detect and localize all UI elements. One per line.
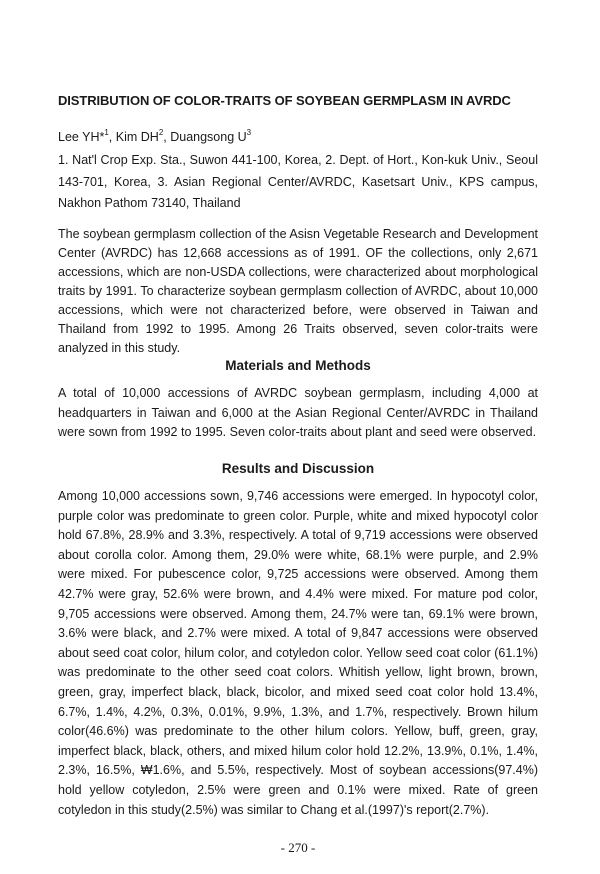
- abstract-paragraph: The soybean germplasm collection of the Asisn Vegetable Research and Development Center (AVRDC) has 12,668 accessions as of 1991. OF the collections, only 2,671 accessions, which are non-USDA collections, were characterized about morphological traits by 1991. To characterize soybean germplasm collection of AVRDC, about 10,000 accessions, which were not characterized before, were observed in Taiwan and Thailand from 1992 to 1995. Among 26 Traits observed, seven color-traits were analyzed in this study.: [58, 227, 538, 355]
- paper-title: DISTRIBUTION OF COLOR-TRAITS OF SOYBEAN GERMPLASM IN AVRDC: [58, 93, 511, 108]
- author-name: Kim DH: [115, 130, 159, 144]
- results-paragraph: Among 10,000 accessions sown, 9,746 accessions were emerged. In hypocotyl color, purple color was predominate to green color. Purple, white and mixed hypocotyl color hold 67.8%, 28.9% and 3.3%, respectively. A total of 9,719 accessions were observed about corolla color. Among them, 29.0% were white, 68.1% were purple, and 2.9% were mixed. For pubescence color, 9,725 accessions were observed. Among them 42.7% were gray, 52.6% were brown, and 4.4% were mixed. For mature pod color, 9,705 accessions were observed. Among them, 24.7% were tan, 69.1% were brown, 3.6% were black, and 2.7% were mixed. A total of 9,847 accessions were observed about seed coat color, hilum color, and cotyledon color. Yellow seed coat color (61.1%) was predominate to the other seed coat colors. Whitish yellow, light brown, brown, green, gray, imperfect black, black, bicolor, and mixed seed coat color hold 13.4%, 6.7%, 1.4%, 4.2%, 0.3%, 0.01%, 9.9%, 1.3%, and 1.7%, respectively. Brown hilum color(46.6%) was predominate to the other hilum colors. Yellow, buff, green, gray, imperfect black, black, others, and mixed hilum color hold 12.2%, 13.9%, 0.1%, 1.4%, 2.3%, 16.5%, ₩1.6%, and 5.5%, respectively. Most of soybean accessions(97.4%) hold yellow cotyledon, 2.5% were green and 0.1% were mixed. Rate of green cotyledon in this study(2.5%) was similar to Chang et al.(1997)'s report(2.7%).: [58, 489, 538, 817]
- page-number: - 270 -: [280, 840, 316, 855]
- author-affiliation-marker: 1: [104, 127, 109, 137]
- section-heading-methods: Materials and Methods: [225, 358, 371, 373]
- author-separator: ,: [163, 130, 171, 144]
- author-affiliation-marker: 2: [158, 127, 164, 137]
- section-heading-results: Results and Discussion: [221, 461, 375, 476]
- affiliations: 1. Nat'l Crop Exp. Sta., Suwon 441-100, Korea, 2. Dept. of Hort., Kon-kuk Univ., Seoul 143-701, Korea, 3. Asian Regional Center/AVRDC, Kasetsart Univ., KPS campus, Nakhon Pathom 73140, Thailand: [58, 153, 538, 210]
- author-name: Duangsong U: [170, 130, 247, 144]
- author-name: Lee YH*: [58, 130, 105, 144]
- author-line: [58, 127, 252, 145]
- paper-page: [58, 0, 538, 874]
- author-separator: ,: [108, 130, 116, 144]
- methods-paragraph: A total of 10,000 accessions of AVRDC soybean germplasm, including 4,000 at headquarters in Taiwan and 6,000 at the Asian Regional Center/AVRDC in Thailand were sown from 1992 to 1995. Seven color-traits about plant and seed were observed.: [58, 386, 538, 439]
- author-affiliation-marker: 3: [246, 127, 252, 137]
